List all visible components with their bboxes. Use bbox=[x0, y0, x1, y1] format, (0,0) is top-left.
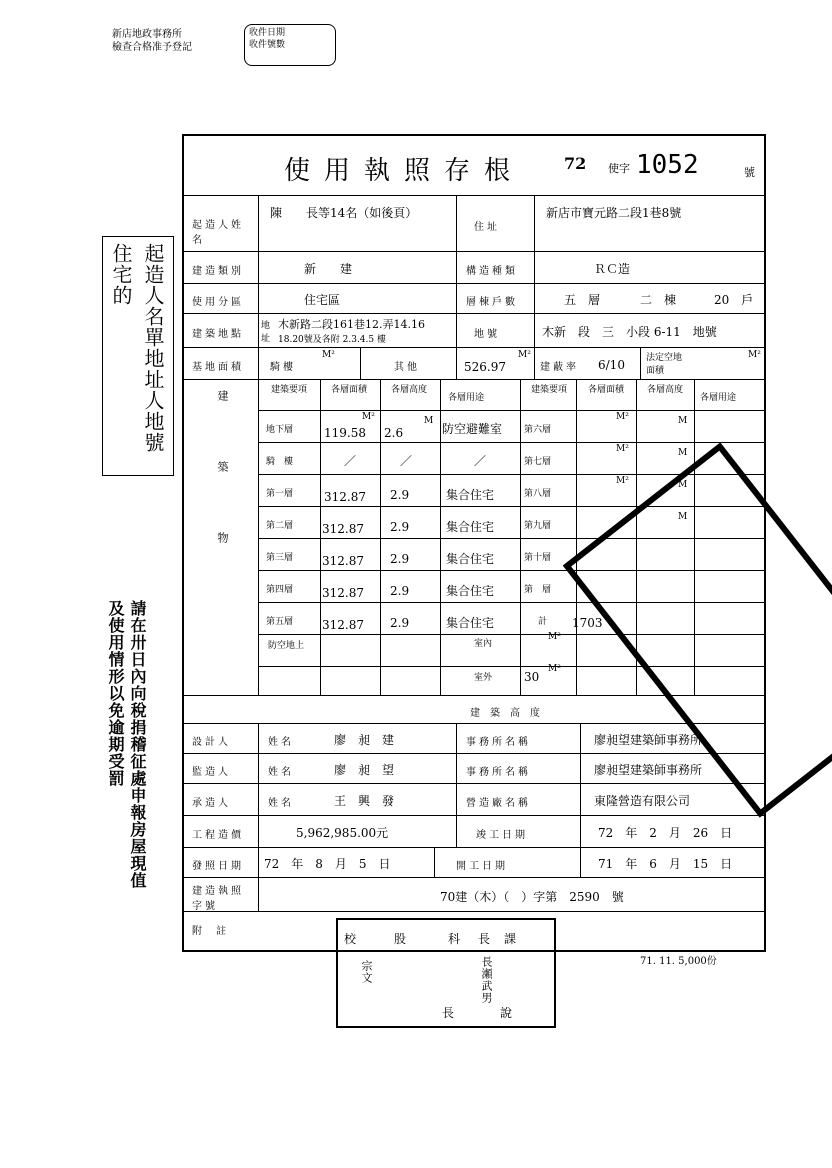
m2-unit: M² bbox=[548, 664, 561, 674]
building-type-label: 建造類別 bbox=[192, 266, 244, 277]
review-label: 校 bbox=[344, 932, 357, 946]
floor-area: 312.87 bbox=[322, 554, 364, 568]
firm-label: 營造廠名稱 bbox=[466, 798, 531, 809]
form-title: 使用執照存根 bbox=[284, 156, 525, 186]
office-label: 事務所名稱 bbox=[466, 737, 531, 748]
m2-unit: M² bbox=[548, 632, 561, 642]
col-item-header: 建築要項 bbox=[530, 385, 567, 395]
floor-area: 119.58 bbox=[324, 426, 366, 440]
floor-name: 第八層 bbox=[524, 489, 552, 499]
m2-unit: M² bbox=[616, 412, 629, 422]
units-value: 20 戶 bbox=[714, 293, 754, 307]
start-label: 開工日期 bbox=[456, 861, 508, 872]
review-label: 長 bbox=[478, 932, 491, 946]
floor-name: 第十層 bbox=[524, 553, 552, 563]
floor-height: 2.9 bbox=[390, 520, 410, 534]
m2-unit: M² bbox=[518, 350, 531, 360]
supervisor-label: 監造人 bbox=[192, 767, 231, 778]
floor-area: 312.87 bbox=[322, 522, 364, 536]
stamp-line: 檢查合格准予登記 bbox=[112, 42, 192, 53]
m-unit: M bbox=[678, 416, 688, 426]
side-handwritten-note: 起造人名單地址人地號住宅的 bbox=[102, 236, 174, 476]
review-label: 說 bbox=[500, 1006, 513, 1020]
floor-height: ／ bbox=[400, 454, 413, 468]
completion-label: 竣工日期 bbox=[476, 830, 528, 841]
remark-label: 附註 bbox=[192, 926, 240, 937]
designer-row bbox=[184, 724, 764, 754]
m2-unit: M² bbox=[748, 350, 761, 360]
floor-height: 2.9 bbox=[390, 616, 410, 630]
structure-label: 構造種類 bbox=[466, 266, 518, 277]
name-label: 姓名 bbox=[268, 798, 294, 809]
contractor-label: 承造人 bbox=[192, 798, 231, 809]
designer-office: 廖昶望建築師事務所 bbox=[594, 733, 703, 747]
permit-value: 70建（木）（ ）字第 2590 號 bbox=[440, 890, 624, 904]
floor-area: 312.87 bbox=[322, 618, 364, 632]
m2-unit: M² bbox=[362, 412, 375, 422]
review-label: 課 bbox=[504, 932, 517, 946]
floor-height: 2.9 bbox=[390, 552, 410, 566]
base-area-row bbox=[184, 348, 764, 380]
inside-label: 室內 bbox=[474, 639, 493, 649]
coverage-value: 6/10 bbox=[598, 358, 625, 372]
name-label: 姓名 bbox=[268, 737, 294, 748]
permit-number: 1052 bbox=[636, 150, 699, 180]
use-zone-row bbox=[184, 284, 764, 314]
floor-height: 2.9 bbox=[390, 584, 410, 598]
use-zone-label: 使用分區 bbox=[192, 297, 244, 308]
applicant-value: 陳 長等14名（如後頁） bbox=[270, 206, 418, 220]
floor-height: 2.6 bbox=[384, 426, 404, 440]
floor-name: 第四層 bbox=[266, 585, 294, 595]
permit-zi-label: 使字 bbox=[608, 162, 630, 175]
other-value: 526.97 bbox=[464, 360, 506, 374]
other-label: 其他 bbox=[394, 362, 420, 373]
site-label: 建築地點 bbox=[192, 329, 244, 340]
buildings-value: 二 棟 bbox=[640, 293, 677, 307]
total-value: 1703 bbox=[572, 616, 603, 630]
floor-name: 第二層 bbox=[266, 521, 294, 531]
m2-unit: M² bbox=[322, 350, 335, 360]
applicant-label: 起造人姓名 bbox=[192, 220, 244, 246]
floors-units-label: 層棟戶數 bbox=[466, 297, 518, 308]
building-type-row bbox=[184, 252, 764, 284]
review-label: 科 bbox=[448, 932, 461, 946]
building-type-value: 新 建 bbox=[304, 262, 353, 276]
floor-name: 第九層 bbox=[524, 521, 552, 531]
stamp-top-right bbox=[244, 24, 336, 66]
floor-name: 第 層 bbox=[524, 585, 552, 595]
permit-label: 建造執照字號 bbox=[192, 886, 244, 912]
cost-row bbox=[184, 816, 764, 848]
stamp-top-left bbox=[112, 28, 192, 54]
base-area-label: 基地面積 bbox=[192, 362, 244, 373]
rooftop-label: 防空地上 bbox=[268, 641, 305, 651]
site-addr-label: 地址 bbox=[261, 321, 271, 344]
m2-unit: M² bbox=[616, 476, 629, 486]
applicant-row bbox=[184, 196, 764, 252]
m-unit: M bbox=[678, 448, 688, 458]
m-unit: M bbox=[424, 416, 434, 426]
structure-value: ＲＣ造 bbox=[594, 262, 631, 276]
site-value-line1: 木新路二段161巷12.弄14.16 bbox=[278, 318, 425, 331]
floor-use: 防空避難室 bbox=[442, 422, 503, 436]
cost-value: 5,962,985.00元 bbox=[296, 826, 389, 840]
col-height-header: 各層高度 bbox=[390, 385, 427, 395]
total-label: 計 bbox=[538, 617, 548, 627]
stamp-line: 收件號數 bbox=[249, 40, 286, 50]
floor-name: 第一層 bbox=[266, 489, 294, 499]
stamp-line: 新店地政事務所 bbox=[112, 29, 182, 40]
outside-value: 30 bbox=[524, 670, 540, 684]
floor-height: 2.9 bbox=[390, 488, 410, 502]
address-value: 新店市寶元路二段1巷8號 bbox=[546, 206, 682, 220]
contractor-name: 王 興 發 bbox=[334, 794, 395, 808]
floor-use: 集合住宅 bbox=[446, 584, 495, 598]
floor-area: 312.87 bbox=[324, 490, 366, 504]
cost-label: 工程造價 bbox=[192, 830, 244, 841]
review-name: 宗文 bbox=[360, 960, 373, 984]
m-unit: M bbox=[678, 480, 688, 490]
coverage-label: 建蔽率 bbox=[540, 362, 579, 373]
floor-name: 第七層 bbox=[524, 457, 552, 467]
m2-unit: M² bbox=[616, 444, 629, 454]
review-label: 長 bbox=[442, 1006, 455, 1020]
site-row bbox=[184, 314, 764, 348]
building-label: 建築物 bbox=[216, 390, 229, 603]
completion-value: 72 年 2 月 26 日 bbox=[598, 826, 733, 840]
contractor-firm: 東隆營造有限公司 bbox=[594, 794, 691, 808]
floor-use: 集合住宅 bbox=[446, 552, 495, 566]
left-notice: 請在卅日內向稅捐稽征處申報房屋現值及使用情形以免逾期受罰 bbox=[106, 600, 147, 889]
permit-hao-label: 號 bbox=[744, 166, 755, 179]
col-height-header: 各層高度 bbox=[646, 385, 683, 395]
address-label: 住址 bbox=[474, 222, 500, 233]
outside-label: 室外 bbox=[474, 673, 493, 683]
col-area-header: 各層面積 bbox=[587, 385, 624, 395]
col-area-header: 各層面積 bbox=[330, 385, 367, 395]
floors-value: 五 層 bbox=[564, 293, 601, 307]
supervisor-row bbox=[184, 754, 764, 784]
floor-area: 312.87 bbox=[322, 586, 364, 600]
floor-use: 集合住宅 bbox=[446, 616, 495, 630]
lot-value: 木新 段 三 小段 6-11 地號 bbox=[542, 325, 717, 339]
col-item-header: 建築要項 bbox=[270, 385, 307, 395]
floor-use: 集合住宅 bbox=[446, 488, 495, 502]
review-seal-box bbox=[336, 918, 556, 1028]
permit-row bbox=[184, 878, 764, 912]
issue-label: 發照日期 bbox=[192, 861, 244, 872]
designer-label: 設計人 bbox=[192, 737, 231, 748]
floor-area: ／ bbox=[344, 454, 357, 468]
form-title-bar bbox=[184, 136, 764, 196]
col-use-header: 各層用途 bbox=[448, 393, 485, 403]
issue-row bbox=[184, 848, 764, 878]
floor-use: 集合住宅 bbox=[446, 520, 495, 534]
permit-year: 72 bbox=[564, 154, 587, 173]
floor-use: ／ bbox=[474, 454, 487, 468]
m-unit: M bbox=[678, 512, 688, 522]
site-value-line2: 18.20號及各附 2.3.4.5 樓 bbox=[278, 335, 386, 345]
stamp-line: 收件日期 bbox=[249, 28, 286, 38]
supervisor-name: 廖 昶 望 bbox=[334, 763, 395, 777]
floor-name: 騎 樓 bbox=[266, 457, 294, 467]
supervisor-office: 廖昶望建築師事務所 bbox=[594, 763, 703, 777]
review-name: 長瀬武男 bbox=[480, 956, 493, 1004]
floor-name: 地下層 bbox=[266, 425, 294, 435]
floor-name: 第三層 bbox=[266, 553, 294, 563]
lot-label: 地號 bbox=[474, 329, 500, 340]
use-zone-value: 住宅區 bbox=[304, 293, 341, 307]
issue-value: 72 年 8 月 5 日 bbox=[264, 857, 391, 871]
floor-name: 第五層 bbox=[266, 617, 294, 627]
start-value: 71 年 6 月 15 日 bbox=[598, 857, 733, 871]
review-label: 股 bbox=[394, 932, 407, 946]
col-use-header: 各層用途 bbox=[700, 393, 737, 403]
office-label: 事務所名稱 bbox=[466, 767, 531, 778]
arcade-label: 騎樓 bbox=[270, 362, 296, 373]
floor-name: 第六層 bbox=[524, 425, 552, 435]
building-height-label: 建築高度 bbox=[470, 708, 550, 719]
designer-name: 廖 昶 建 bbox=[334, 733, 395, 747]
open-space-label: 法定空地面積 bbox=[646, 353, 683, 376]
form-footer: 71. 11. 5,000份 bbox=[640, 956, 717, 967]
contractor-row bbox=[184, 784, 764, 816]
name-label: 姓名 bbox=[268, 767, 294, 778]
